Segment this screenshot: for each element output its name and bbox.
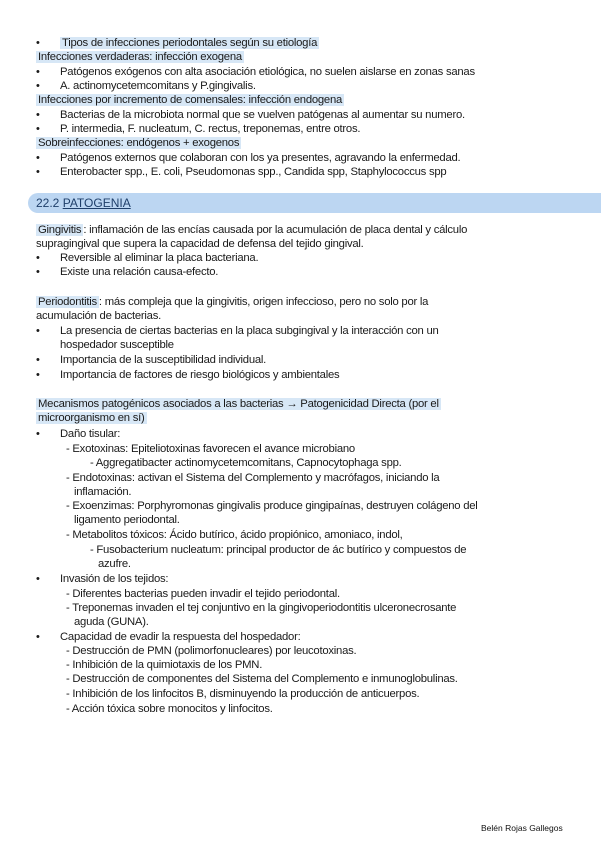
- exoenzymes-cont: ligamento periodontal.: [74, 514, 180, 526]
- section-title: [36, 196, 131, 210]
- evasion-item: - Inhibición de los linfocitos B, disminuyendo la producción de anticuerpos.: [66, 688, 420, 700]
- section-name: PATOGENIA: [62, 196, 131, 210]
- endotoxins: - Endotoxinas: activan el Sistema del Complemento y macrófagos, iniciando la: [66, 472, 440, 484]
- invasion-item: - Treponemas invaden el tej conjuntivo en la gingivoperiodontitis ulceronecrosante: [66, 602, 457, 614]
- evasion-item: - Destrucción de componentes del Sistema del Complemento e inmunoglobulinas.: [66, 673, 458, 685]
- metabolites: - Metabolitos tóxicos: Ácido butírico, ácido propiónico, amoniaco, indol,: [66, 529, 403, 541]
- endotoxins-cont: inflamación.: [74, 486, 132, 498]
- evasion-item: - Inhibición de la quimiotaxis de los PMN.: [66, 659, 263, 671]
- bullet: •: [36, 37, 40, 49]
- evasion-item: - Acción tóxica sobre monocitos y linfocitos.: [66, 703, 273, 715]
- group2-title: Infecciones por incremento de comensales: infección endogena: [38, 94, 343, 106]
- group3-item: Patógenos externos que colaboran con los ya presentes, agravando la enfermedad.: [60, 152, 461, 164]
- periodontitis-item-cont: hospedador susceptible: [60, 339, 174, 351]
- bullet: •: [36, 428, 40, 440]
- periodontitis-item: Importancia de la susceptibilidad individual.: [60, 354, 267, 366]
- bullet: •: [36, 80, 40, 92]
- gingivitis-line: supragingival que supera la capacidad de defensa del tejido gingival.: [36, 238, 364, 250]
- group1-item: Patógenos exógenos con alta asociación etiológica, no suelen aislarse en zonas sanas: [60, 66, 475, 78]
- bullet: •: [36, 266, 40, 278]
- periodontitis-paragraph: Periodontitis : más compleja que la gingivitis, origen infeccioso, pero no solo por la: [38, 296, 429, 308]
- bullet: •: [36, 369, 40, 381]
- mechanisms-title: Mecanismos patogénicos asociados a las bacterias → Patogenicidad Directa (por el: [38, 398, 439, 410]
- gingivitis-term: Gingivitis: [38, 224, 82, 236]
- group1-title: Infecciones verdaderas: infección exogena: [38, 51, 242, 63]
- exoenzymes: - Exoenzimas: Porphyromonas gingivalis produce gingipaínas, destruyen colágeno del: [66, 500, 478, 512]
- bullet: •: [36, 573, 40, 585]
- evasion-title: Capacidad de evadir la respuesta del hospedador:: [60, 631, 301, 643]
- bullet: •: [36, 109, 40, 121]
- gingivitis-item: Existe una relación causa-efecto.: [60, 266, 219, 278]
- section-number: 22.2: [36, 196, 60, 210]
- evasion-item: - Destrucción de PMN (polimorfonucleares) por leucotoxinas.: [66, 645, 357, 657]
- exotoxins-sub: - Aggregatibacter actinomycetemcomitans, Capnocytophaga spp.: [90, 457, 402, 469]
- invasion-item-cont: aguda (GUNA).: [74, 616, 149, 628]
- types-title: Tipos de infecciones periodontales según su etiología: [62, 37, 318, 49]
- bullet: •: [36, 252, 40, 264]
- gingivitis-paragraph: Gingivitis : inflamación de las encías causada por la acumulación de placa dental y cálculo: [38, 224, 468, 236]
- bullet: •: [36, 166, 40, 178]
- bullet: •: [36, 325, 40, 337]
- author-footer: Belén Rojas Gallegos: [481, 823, 563, 833]
- invasion-item: - Diferentes bacterias pueden invadir el tejido periodontal.: [66, 588, 340, 600]
- gingivitis-item: Reversible al eliminar la placa bacteriana.: [60, 252, 259, 264]
- periodontitis-item: La presencia de ciertas bacterias en la placa subgingival y la interacción con un: [60, 325, 439, 337]
- bullet: •: [36, 152, 40, 164]
- group3-item: Enterobacter spp., E. coli, Pseudomonas spp., Candida spp, Staphylococcus spp: [60, 166, 447, 178]
- group1-item: A. actinomycetemcomitans y P.gingivalis.: [60, 80, 256, 92]
- damage-title: Daño tisular:: [60, 428, 121, 440]
- periodontitis-line: acumulación de bacterias.: [36, 310, 161, 322]
- periodontitis-item: Importancia de factores de riesgo biológicos y ambientales: [60, 369, 340, 381]
- bullet: •: [36, 66, 40, 78]
- exotoxins: - Exotoxinas: Epiteliotoxinas favorecen el avance microbiano: [66, 443, 355, 455]
- metabolites-sub: - Fusobacterium nucleatum: principal productor de ác butírico y compuestos de: [90, 544, 467, 556]
- periodontitis-term: Periodontitis: [38, 296, 97, 308]
- group3-title: Sobreinfecciones: endógenos + exogenos: [38, 137, 240, 149]
- bullet: •: [36, 631, 40, 643]
- invasion-title: Invasión de los tejidos:: [60, 573, 169, 585]
- mechanisms-title-cont: microorganismo en sí): [38, 412, 145, 424]
- group2-item: P. intermedia, F. nucleatum, C. rectus, treponemas, entre otros.: [60, 123, 361, 135]
- bullet: •: [36, 354, 40, 366]
- metabolites-sub-cont: azufre.: [98, 558, 131, 570]
- bullet: •: [36, 123, 40, 135]
- group2-item: Bacterias de la microbiota normal que se vuelven patógenas al aumentar su numero.: [60, 109, 465, 121]
